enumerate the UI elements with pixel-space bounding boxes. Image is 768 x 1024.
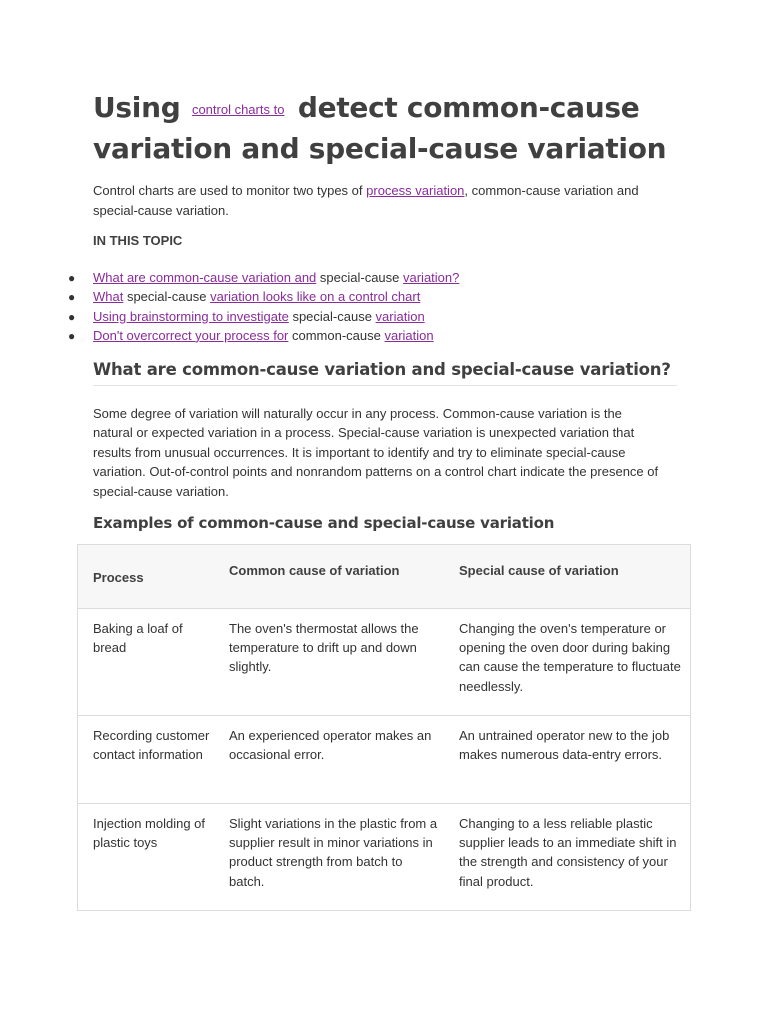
topic-link[interactable]: variation (375, 308, 425, 324)
bullet-icon: ● (68, 328, 76, 343)
topic-text: common-cause (288, 327, 385, 343)
table-cell: An experienced operator makes an occasional error. (229, 728, 432, 763)
column-header: Process (93, 570, 144, 585)
topic-link[interactable]: variation looks like on a control chart (210, 289, 421, 305)
section-paragraph: Some degree of variation will naturally occur in any process. Common-cause variation is the natural or expected variation in a process. Special-cause variation is unexpected variation that results from unusual occurrences. It is important to identify and try to eliminate special-cause variation. Out-of-control points and nonrandom patterns on a control chart indicate the presence of special-cause variation. (93, 406, 659, 499)
table-cell: Injection molding of plastic toys (93, 816, 206, 851)
topic-item (68, 287, 708, 306)
topic-link[interactable]: What are common-cause variation and (93, 270, 317, 285)
topic-link[interactable]: What (93, 289, 124, 305)
topic-text: special-cause (123, 289, 211, 305)
table-cell: Baking a loaf of bread (93, 621, 183, 656)
bullet-icon: ● (68, 271, 76, 285)
topic-item (68, 268, 708, 287)
table-cell: The oven's thermostat allows the temperature to drift up and down slightly. (229, 621, 419, 675)
topic-link[interactable]: variation (384, 327, 434, 343)
intro-text-before: Control charts are used to monitor two types of (93, 183, 367, 198)
column-header: Special cause of variation (459, 563, 619, 578)
intro-text-after: , common-cause variation and special-cause variation. (93, 183, 639, 218)
column-header: Common cause of variation (229, 563, 400, 578)
intro-paragraph (93, 181, 683, 220)
topic-link[interactable]: Don't overcorrect your process for (93, 327, 289, 343)
table-row (78, 608, 690, 715)
topic-link[interactable]: variation? (403, 270, 460, 285)
topic-text: special-cause (316, 270, 403, 285)
page-title (93, 88, 733, 168)
table-cell: Changing the oven's temperature or opening the oven door during baking can cause the temperature to fluctuate needlessly. (459, 621, 681, 694)
topic-link[interactable]: Using brainstorming to investigate (93, 308, 289, 324)
table-cell: Changing to a less reliable plastic supplier leads to an immediate shift in the strength and consistency of your final product. (459, 816, 677, 889)
in-this-topic-heading: IN THIS TOPIC (93, 233, 183, 248)
control-charts-link[interactable]: control charts to (191, 101, 285, 117)
topic-text: special-cause (288, 308, 376, 324)
examples-heading: Examples of common-cause and special-cause variation (93, 514, 555, 532)
table-row (78, 803, 690, 910)
table-row (78, 715, 690, 803)
title-text-1: Using (93, 91, 181, 124)
table-cell: Slight variations in the plastic from a supplier result in minor variations in product strength from batch to batch. (229, 816, 438, 889)
examples-table (77, 544, 691, 911)
topic-list (68, 268, 708, 345)
table-cell: An untrained operator new to the job makes numerous data-entry errors. (459, 728, 670, 763)
section-heading: What are common-cause variation and special-cause variation? (93, 360, 677, 386)
title-text-2: detect common-cause variation and special-cause variation (93, 91, 667, 165)
bullet-icon: ● (68, 309, 76, 324)
table-header-row (78, 545, 690, 608)
table-cell: Recording customer contact information (93, 728, 210, 763)
topic-item (68, 326, 708, 345)
process-variation-link[interactable]: process variation (366, 183, 465, 198)
topic-item (68, 307, 708, 326)
bullet-icon: ● (68, 290, 76, 305)
